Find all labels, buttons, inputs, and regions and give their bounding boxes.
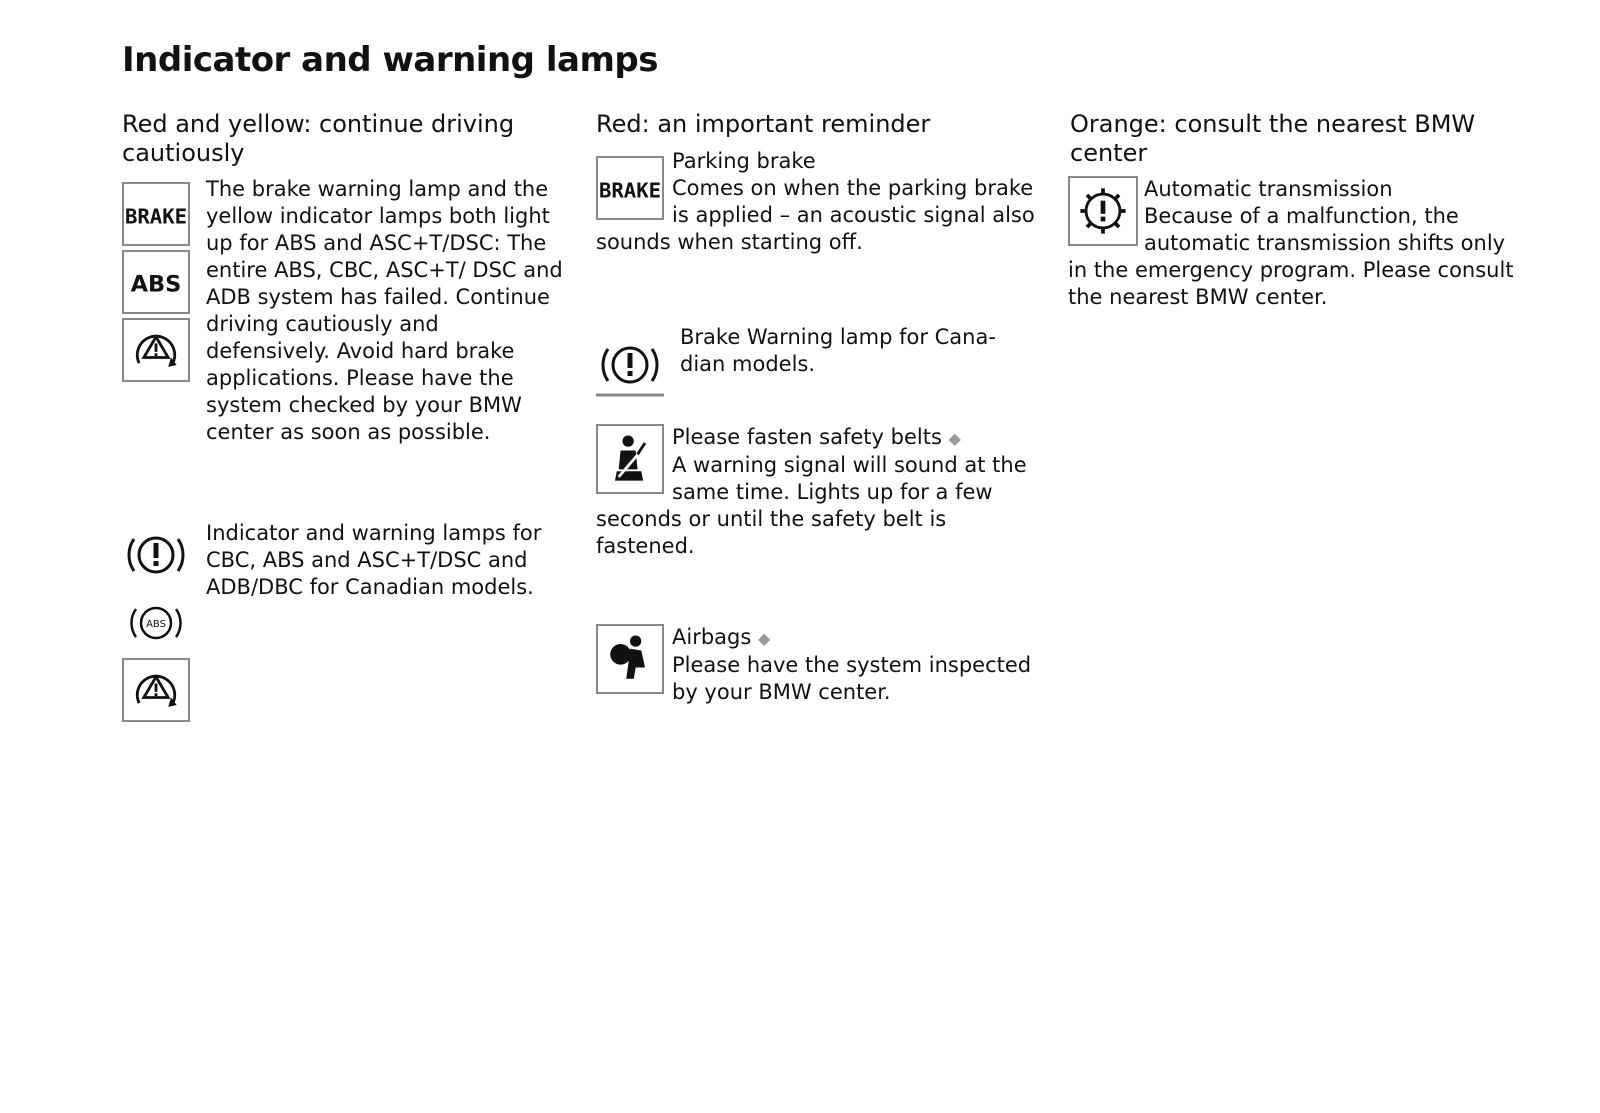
abs-circle-icon: [122, 596, 190, 650]
airbag-icon: [596, 624, 664, 694]
brake-text-icon: [596, 156, 664, 220]
parking-brake-icon-label: BRAKE: [598, 178, 662, 203]
page-title: Indicator and warning lamps: [122, 40, 658, 80]
column-heading-red: Red: an important reminder: [596, 110, 931, 138]
triangle-arrow-icon: [122, 318, 190, 382]
gear-exclamation-icon-wrap: [1068, 176, 1144, 240]
exclamation-circle-icon: [122, 520, 190, 590]
abs-icon-label: ABS: [130, 271, 182, 298]
airbags-title: Airbags: [672, 625, 752, 649]
automatic-transmission-title: Automatic transmission: [1144, 177, 1393, 201]
brake-warning-canadian-text: Brake Warning lamp for Cana-dian models.: [680, 325, 996, 376]
seatbelt-text: A warning signal will sound at the same time. Lights up for a few seconds or until the safety belt is fastened.: [596, 453, 1027, 558]
seatbelt-icon: [596, 424, 664, 494]
parking-brake-text: Comes on when the parking brake is applied – an acoustic signal also sounds when starting off.: [596, 176, 1035, 254]
brake-icon-label: BRAKE: [124, 204, 188, 229]
abs-circle-label: ABS: [146, 619, 166, 630]
diamond-mark-icon: ◆: [758, 629, 771, 648]
automatic-transmission-text: Because of a malfunction, the automatic transmission shifts only in the emergency program. Please consult the nearest BMW center.: [1068, 204, 1514, 309]
brake-text-icon-wrap: [596, 148, 672, 212]
seatbelt-icon-wrap: [596, 424, 672, 488]
automatic-transmission-block: [1068, 176, 1523, 311]
gear-exclamation-icon: [1068, 176, 1138, 246]
triangle-arrow-icon: [122, 658, 190, 722]
block-text-brake-abs-dsc: The brake warning lamp and the yellow indicator lamps both light up for ABS and ASC+T/DSC: The entire ABS, CBC, ASC+T/ DSC and ADB system has failed. Continue driving cautiously and defensively. Avoid hard brake applications. Please have the system checked by your BMW center as soon as possible.: [206, 177, 563, 444]
exclamation-circle-icon: [596, 330, 664, 400]
seatbelt-block: [596, 424, 1036, 560]
block-text-canadian-cbc: Indicator and warning lamps for CBC, ABS and ASC+T/DSC and ADB/DBC for Canadian models.: [206, 521, 542, 599]
column-heading-red-yellow: Red and yellow: continue driving cautiously: [122, 110, 515, 167]
abs-text-icon: [122, 250, 190, 314]
airbags-block: [596, 624, 1046, 706]
column-heading-orange: Orange: consult the nearest BMW center: [1070, 110, 1476, 167]
airbags-text: Please have the system inspected by your BMW center.: [672, 653, 1032, 704]
parking-brake-title: Parking brake: [672, 149, 816, 173]
parking-brake-block: [596, 148, 1036, 256]
brake-text-icon: [122, 182, 190, 246]
airbag-icon-wrap: [596, 624, 672, 688]
seatbelt-title: Please fasten safety belts: [672, 425, 942, 449]
diamond-mark-icon: ◆: [948, 429, 961, 448]
block-text-brake-abs-dsc-part: [206, 176, 566, 446]
